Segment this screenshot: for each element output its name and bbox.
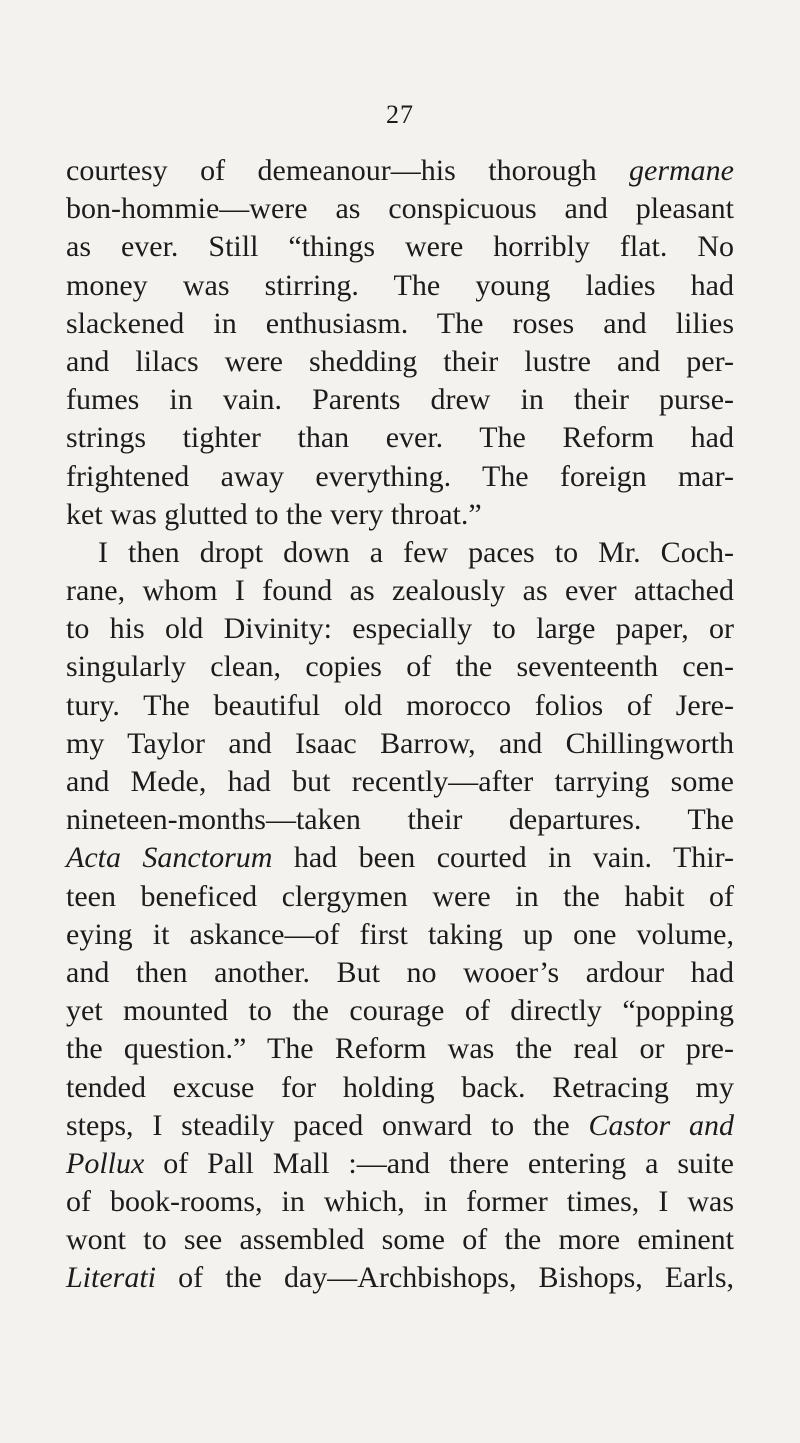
text-line: [66, 1145, 734, 1183]
text-line: [66, 1183, 734, 1221]
text-run: tury. The beautiful old morocco folios of Jere-: [66, 688, 734, 722]
text-run: of book-rooms, in which, in former times, I was: [66, 1185, 734, 1219]
text-line: [66, 152, 734, 190]
text-line: [66, 763, 734, 801]
text-line: [66, 839, 734, 877]
text-line: [66, 190, 734, 228]
text-run: money was stirring. The young ladies had: [66, 268, 734, 302]
text-line: [66, 1069, 734, 1107]
text-run: teen beneficed clergymen were in the habit of: [66, 879, 734, 913]
text-line: [66, 1259, 734, 1297]
text-line: [66, 648, 734, 686]
text-line: [66, 458, 734, 496]
text-run: and Mede, had but recently—after tarrying some: [66, 765, 734, 798]
text-run: fumes in vain. Parents drew in their purse-: [66, 383, 734, 417]
text-run: to his old Divinity: especially to large paper, or: [66, 612, 734, 646]
italic-text: germane: [629, 154, 734, 187]
text-run: ket was glutted to the very throat.”: [66, 497, 482, 531]
text-run: as ever. Still “things were horribly flat. No: [66, 230, 734, 264]
text-line: [66, 725, 734, 763]
text-line: [66, 496, 734, 534]
text-line: [66, 343, 734, 381]
italic-text: Literati: [66, 1261, 157, 1295]
text-run: frightened away everything. The foreign mar-: [66, 459, 734, 493]
page-number: 27: [386, 100, 414, 129]
text-run: I then dropt down a few paces to Mr. Coch-: [98, 535, 734, 569]
italic-text: Pollux: [66, 1146, 145, 1180]
text-line: [66, 1030, 734, 1068]
text-run: eying it askance—of first taking up one volume,: [66, 917, 734, 951]
text-line: [66, 992, 734, 1030]
text-run: had been courted in vain. Thir-: [272, 841, 734, 875]
text-run: slackened in enthusiasm. The roses and lilies: [66, 306, 734, 340]
text-run: wont to see assembled some of the more eminent: [66, 1223, 734, 1257]
text-run: of the day—Archbishops, Bishops, Earls,: [156, 1261, 734, 1295]
text-run: bon-hommie—were as conspicuous and pleasant: [66, 192, 734, 226]
body-text: [66, 152, 734, 1298]
text-line: [66, 1107, 734, 1145]
text-run: my Taylor and Isaac Barrow, and Chillingworth: [66, 726, 734, 760]
text-run: rane, whom I found as zealously as ever attached: [66, 574, 734, 608]
text-line: [66, 572, 734, 610]
text-line: [66, 267, 734, 305]
text-line: [66, 878, 734, 916]
text-run: of Pall Mall :—and there entering a suite: [144, 1146, 734, 1180]
text-line: [66, 419, 734, 457]
text-run: and then another. But no wooer’s ardour had: [66, 955, 734, 989]
text-line: [66, 534, 734, 572]
text-line: [66, 228, 734, 266]
text-run: singularly clean, copies of the seventeenth cen-: [66, 650, 734, 684]
text-run: the question.” The Reform was the real or pre-: [66, 1032, 734, 1066]
text-line: [66, 1221, 734, 1259]
text-line: [66, 954, 734, 992]
text-run: nineteen-months—taken their departures. The: [66, 803, 734, 837]
italic-text: Castor and: [588, 1108, 735, 1142]
text-run: yet mounted to the courage of directly “popping: [66, 994, 734, 1028]
text-run: steps, I steadily paced onward to the: [66, 1108, 589, 1142]
text-run: tended excuse for holding back. Retracing my: [66, 1070, 734, 1104]
italic-text: Acta Sanctorum: [66, 841, 273, 875]
text-line: [66, 305, 734, 343]
text-line: [66, 381, 734, 419]
text-run: strings tighter than ever. The Reform had: [66, 421, 734, 455]
text-line: [66, 687, 734, 725]
text-run: courtesy of demeanour—his thorough: [66, 154, 630, 187]
text-line: [66, 610, 734, 648]
text-line: [66, 801, 734, 839]
text-line: [66, 916, 734, 954]
text-run: and lilacs were shedding their lustre and per-: [66, 344, 734, 378]
